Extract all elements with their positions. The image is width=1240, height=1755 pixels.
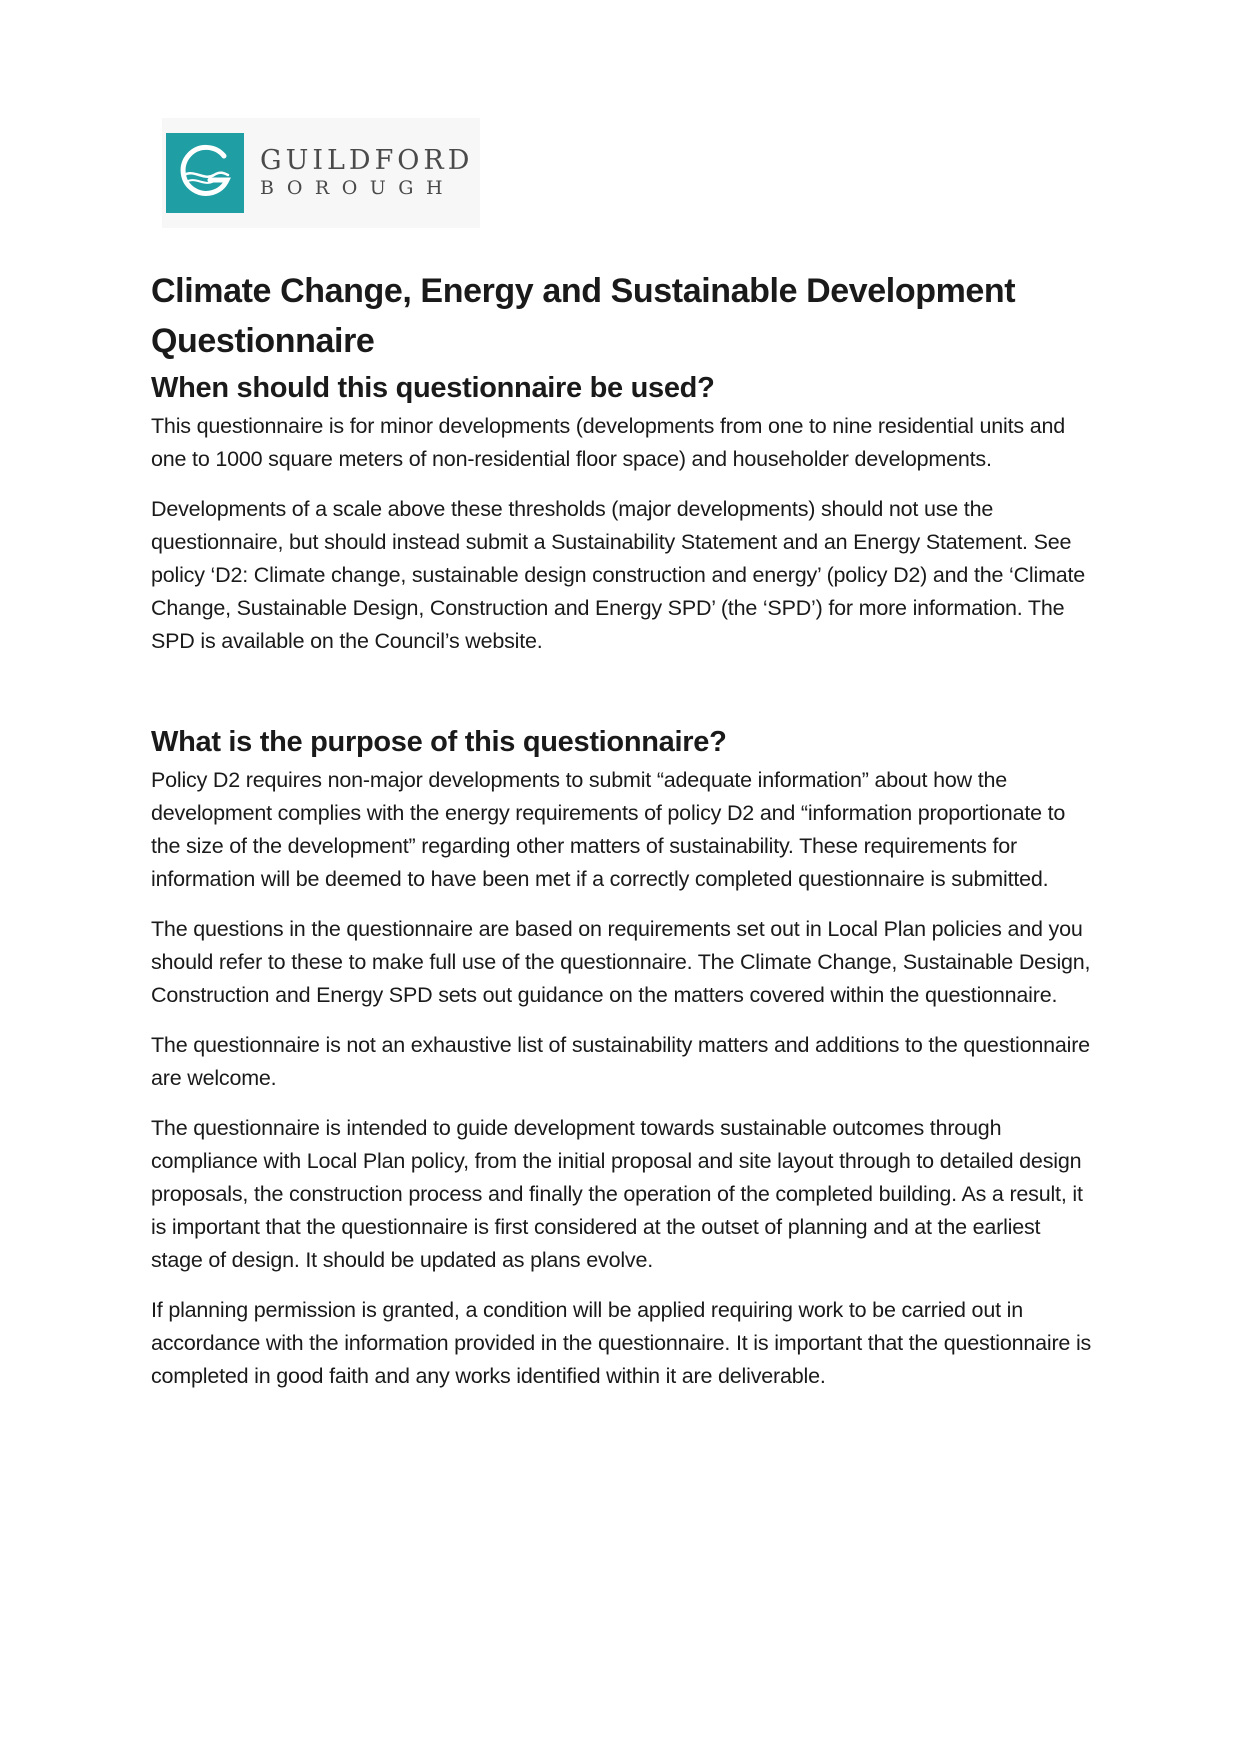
section-heading-purpose: What is the purpose of this questionnaire? (151, 726, 727, 758)
document-body (151, 266, 1096, 1410)
paragraph: If planning permission is granted, a condition will be applied requiring work to be carried out in accordance with the information provided in the questionnaire. It is important that the questionnaire is completed in good faith and any works identified within it are deliverable. (151, 1298, 1092, 1388)
page-title: Climate Change, Energy and Sustainable Development Questionnaire (151, 272, 1016, 360)
section-spacer (151, 675, 1096, 720)
section-heading-when-used: When should this questionnaire be used? (151, 372, 715, 404)
logo-line1: GUILDFORD (260, 145, 474, 176)
paragraph: The questionnaire is intended to guide development towards sustainable outcomes through compliance with Local Plan policy, from the initial proposal and site layout through to detailed design proposals, the construction process and finally the operation of the completed building. As a result, it is important that the questionnaire is first considered at the outset of planning and at the earliest stage of design. It should be updated as plans evolve. (151, 1116, 1083, 1272)
logo-wordmark (260, 146, 473, 200)
guildford-borough-logo (162, 118, 480, 228)
paragraph: The questions in the questionnaire are based on requirements set out in Local Plan policies and you should refer to these to make full use of the questionnaire. The Climate Change, Sustainable Design, Construction and Energy SPD sets out guidance on the matters covered within the questionnaire. (151, 917, 1091, 1007)
paragraph: This questionnaire is for minor developments (developments from one to nine residential units and one to 1000 square meters of non-residential floor space) and householder developments. (151, 414, 1065, 471)
logo-line2: BOROUGH (260, 177, 456, 199)
paragraph: Policy D2 requires non-major developments to submit “adequate information” about how the development complies with the energy requirements of policy D2 and “information proportionate to the size of the development” regarding other matters of sustainability. These requirements for information will be deemed to have been met if a correctly completed questionnaire is submitted. (151, 768, 1066, 891)
paragraph: The questionnaire is not an exhaustive list of sustainability matters and additions to the questionnaire are welcome. (151, 1033, 1090, 1090)
logo-g-glyph-icon (174, 142, 236, 204)
logo-g-mark-icon (166, 133, 244, 213)
paragraph: Developments of a scale above these thresholds (major developments) should not use the questionnaire, but should instead submit a Sustainability Statement and an Energy Statement. See policy ‘D2: Climate change, sustainable design construction and energy’ (policy D2) and the ‘Climate Change, Sustainable Design, Construction and Energy SPD’ (the ‘SPD’) for more information. The SPD is available on the Council’s website. (151, 497, 1086, 653)
